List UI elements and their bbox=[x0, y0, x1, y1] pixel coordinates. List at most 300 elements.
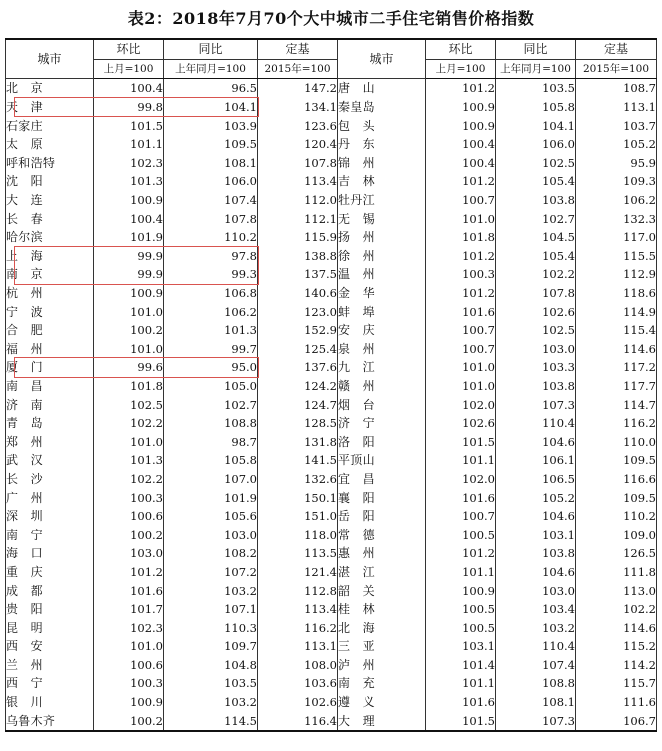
table-row bbox=[6, 563, 657, 582]
city-name-right: 无 锡 bbox=[338, 209, 426, 228]
base-value-left: 112.8 bbox=[258, 581, 338, 600]
city-name-left: 海 口 bbox=[6, 544, 94, 563]
city-name-left: 长 沙 bbox=[6, 470, 94, 489]
base-value-right: 117.7 bbox=[576, 377, 657, 396]
base-value-right: 106.7 bbox=[576, 711, 657, 731]
city-name-left: 济 南 bbox=[6, 395, 94, 414]
city-name-right: 宜 昌 bbox=[338, 470, 426, 489]
subheader-base-left: 2015年=100 bbox=[258, 59, 338, 79]
yoy-value-right: 104.6 bbox=[496, 432, 576, 451]
table-row bbox=[6, 377, 657, 396]
yoy-value-right: 106.5 bbox=[496, 470, 576, 489]
base-value-right: 112.9 bbox=[576, 265, 657, 284]
city-name-left: 沈 阳 bbox=[6, 172, 94, 191]
table-row bbox=[6, 209, 657, 228]
mom-value-right: 100.7 bbox=[426, 507, 496, 526]
mom-value-right: 100.7 bbox=[426, 321, 496, 340]
city-name-right: 牡丹江 bbox=[338, 191, 426, 210]
table-row bbox=[6, 674, 657, 693]
header-row bbox=[6, 39, 657, 59]
subheader-mom-left: 上月=100 bbox=[94, 59, 164, 79]
yoy-value-right: 103.0 bbox=[496, 340, 576, 359]
table-row bbox=[6, 656, 657, 675]
city-name-left: 天 津 bbox=[6, 98, 94, 117]
mom-value-right: 102.0 bbox=[426, 395, 496, 414]
table-row bbox=[6, 321, 657, 340]
base-value-left: 108.0 bbox=[258, 656, 338, 675]
mom-value-left: 99.9 bbox=[94, 247, 164, 266]
base-value-left: 128.5 bbox=[258, 414, 338, 433]
city-name-right: 九 江 bbox=[338, 358, 426, 377]
city-name-right: 唐 山 bbox=[338, 79, 426, 98]
city-name-left: 南 昌 bbox=[6, 377, 94, 396]
base-value-right: 109.3 bbox=[576, 172, 657, 191]
yoy-value-left: 106.0 bbox=[164, 172, 258, 191]
city-name-left: 武 汉 bbox=[6, 451, 94, 470]
yoy-value-left: 106.2 bbox=[164, 302, 258, 321]
yoy-value-right: 106.0 bbox=[496, 135, 576, 154]
city-name-left: 青 岛 bbox=[6, 414, 94, 433]
yoy-value-right: 110.4 bbox=[496, 637, 576, 656]
table-title: 表2：2018年7月70个大中城市二手住宅销售价格指数 bbox=[127, 9, 535, 28]
base-value-right: 111.8 bbox=[576, 563, 657, 582]
mom-value-right: 100.9 bbox=[426, 581, 496, 600]
city-name-right: 吉 林 bbox=[338, 172, 426, 191]
yoy-value-left: 99.3 bbox=[164, 265, 258, 284]
city-name-right: 徐 州 bbox=[338, 247, 426, 266]
city-name-left: 长 春 bbox=[6, 209, 94, 228]
mom-value-left: 101.6 bbox=[94, 581, 164, 600]
mom-value-right: 101.2 bbox=[426, 284, 496, 303]
table-row bbox=[6, 116, 657, 135]
city-name-left: 呼和浩特 bbox=[6, 154, 94, 173]
base-value-left: 113.1 bbox=[258, 637, 338, 656]
mom-value-right: 100.7 bbox=[426, 191, 496, 210]
price-index-table bbox=[5, 38, 657, 732]
yoy-value-left: 109.5 bbox=[164, 135, 258, 154]
base-value-right: 115.2 bbox=[576, 637, 657, 656]
header-base-left: 定基 bbox=[258, 39, 338, 59]
city-name-left: 上 海 bbox=[6, 247, 94, 266]
base-value-right: 95.9 bbox=[576, 154, 657, 173]
mom-value-left: 101.7 bbox=[94, 600, 164, 619]
mom-value-right: 103.1 bbox=[426, 637, 496, 656]
table-row bbox=[6, 358, 657, 377]
mom-value-right: 101.2 bbox=[426, 544, 496, 563]
city-name-left: 石家庄 bbox=[6, 116, 94, 135]
mom-value-right: 101.2 bbox=[426, 247, 496, 266]
city-name-left: 昆 明 bbox=[6, 618, 94, 637]
mom-value-left: 101.9 bbox=[94, 228, 164, 247]
mom-value-right: 100.4 bbox=[426, 154, 496, 173]
base-value-left: 116.2 bbox=[258, 618, 338, 637]
base-value-left: 125.4 bbox=[258, 340, 338, 359]
yoy-value-right: 103.5 bbox=[496, 79, 576, 98]
yoy-value-right: 107.8 bbox=[496, 284, 576, 303]
base-value-left: 131.8 bbox=[258, 432, 338, 451]
table-row bbox=[6, 228, 657, 247]
table-row bbox=[6, 693, 657, 712]
city-name-right: 赣 州 bbox=[338, 377, 426, 396]
base-value-right: 109.0 bbox=[576, 525, 657, 544]
base-value-left: 118.0 bbox=[258, 525, 338, 544]
yoy-value-left: 96.5 bbox=[164, 79, 258, 98]
mom-value-right: 101.0 bbox=[426, 358, 496, 377]
yoy-value-right: 105.4 bbox=[496, 172, 576, 191]
table-row bbox=[6, 432, 657, 451]
base-value-right: 114.6 bbox=[576, 618, 657, 637]
mom-value-right: 100.5 bbox=[426, 525, 496, 544]
mom-value-right: 101.2 bbox=[426, 79, 496, 98]
base-value-right: 105.2 bbox=[576, 135, 657, 154]
city-name-left: 西 安 bbox=[6, 637, 94, 656]
subheader-mom-right: 上月=100 bbox=[426, 59, 496, 79]
mom-value-left: 101.5 bbox=[94, 116, 164, 135]
table-row bbox=[6, 302, 657, 321]
yoy-value-left: 99.7 bbox=[164, 340, 258, 359]
mom-value-left: 102.2 bbox=[94, 414, 164, 433]
city-name-right: 秦皇岛 bbox=[338, 98, 426, 117]
mom-value-right: 101.0 bbox=[426, 209, 496, 228]
mom-value-right: 101.1 bbox=[426, 451, 496, 470]
table-row bbox=[6, 711, 657, 731]
city-name-left: 南 宁 bbox=[6, 525, 94, 544]
mom-value-right: 101.5 bbox=[426, 432, 496, 451]
city-name-right: 包 头 bbox=[338, 116, 426, 135]
base-value-right: 114.2 bbox=[576, 656, 657, 675]
city-name-right: 扬 州 bbox=[338, 228, 426, 247]
city-name-right: 北 海 bbox=[338, 618, 426, 637]
city-name-right: 金 华 bbox=[338, 284, 426, 303]
city-name-right: 泉 州 bbox=[338, 340, 426, 359]
table-row bbox=[6, 98, 657, 117]
yoy-value-right: 105.4 bbox=[496, 247, 576, 266]
base-value-left: 113.4 bbox=[258, 600, 338, 619]
city-name-left: 重 庆 bbox=[6, 563, 94, 582]
base-value-left: 123.6 bbox=[258, 116, 338, 135]
mom-value-right: 101.8 bbox=[426, 228, 496, 247]
base-value-left: 138.8 bbox=[258, 247, 338, 266]
yoy-value-left: 110.2 bbox=[164, 228, 258, 247]
mom-value-right: 100.9 bbox=[426, 98, 496, 117]
yoy-value-left: 108.8 bbox=[164, 414, 258, 433]
subheader-row bbox=[6, 59, 657, 79]
base-value-right: 118.6 bbox=[576, 284, 657, 303]
mom-value-left: 100.9 bbox=[94, 693, 164, 712]
mom-value-left: 101.8 bbox=[94, 377, 164, 396]
yoy-value-right: 105.2 bbox=[496, 488, 576, 507]
mom-value-right: 101.1 bbox=[426, 674, 496, 693]
mom-value-right: 101.0 bbox=[426, 377, 496, 396]
mom-value-right: 102.0 bbox=[426, 470, 496, 489]
header-base-right: 定基 bbox=[576, 39, 657, 59]
base-value-right: 116.2 bbox=[576, 414, 657, 433]
base-value-left: 134.1 bbox=[258, 98, 338, 117]
subheader-yoy-right: 上年同月=100 bbox=[496, 59, 576, 79]
yoy-value-left: 103.0 bbox=[164, 525, 258, 544]
table-row bbox=[6, 581, 657, 600]
base-value-right: 114.9 bbox=[576, 302, 657, 321]
subheader-yoy-left: 上年同月=100 bbox=[164, 59, 258, 79]
base-value-right: 110.0 bbox=[576, 432, 657, 451]
mom-value-left: 100.2 bbox=[94, 525, 164, 544]
mom-value-right: 100.7 bbox=[426, 340, 496, 359]
base-value-left: 124.7 bbox=[258, 395, 338, 414]
mom-value-left: 100.6 bbox=[94, 507, 164, 526]
city-name-right: 蚌 埠 bbox=[338, 302, 426, 321]
mom-value-left: 102.3 bbox=[94, 154, 164, 173]
table-row bbox=[6, 265, 657, 284]
mom-value-left: 101.1 bbox=[94, 135, 164, 154]
yoy-value-left: 104.8 bbox=[164, 656, 258, 675]
city-name-left: 成 都 bbox=[6, 581, 94, 600]
yoy-value-left: 107.1 bbox=[164, 600, 258, 619]
mom-value-right: 101.2 bbox=[426, 172, 496, 191]
base-value-right: 102.2 bbox=[576, 600, 657, 619]
city-name-right: 安 庆 bbox=[338, 321, 426, 340]
yoy-value-left: 103.2 bbox=[164, 581, 258, 600]
yoy-value-left: 105.0 bbox=[164, 377, 258, 396]
mom-value-left: 102.5 bbox=[94, 395, 164, 414]
mom-value-left: 102.2 bbox=[94, 470, 164, 489]
city-name-right: 丹 东 bbox=[338, 135, 426, 154]
base-value-right: 116.6 bbox=[576, 470, 657, 489]
base-value-left: 141.5 bbox=[258, 451, 338, 470]
city-name-left: 西 宁 bbox=[6, 674, 94, 693]
mom-value-right: 101.6 bbox=[426, 693, 496, 712]
base-value-left: 124.2 bbox=[258, 377, 338, 396]
table-row bbox=[6, 395, 657, 414]
city-name-right: 三 亚 bbox=[338, 637, 426, 656]
mom-value-left: 100.3 bbox=[94, 488, 164, 507]
mom-value-right: 100.9 bbox=[426, 116, 496, 135]
yoy-value-right: 108.1 bbox=[496, 693, 576, 712]
table-row bbox=[6, 172, 657, 191]
yoy-value-left: 103.9 bbox=[164, 116, 258, 135]
mom-value-left: 101.3 bbox=[94, 451, 164, 470]
mom-value-left: 100.9 bbox=[94, 284, 164, 303]
city-name-left: 北 京 bbox=[6, 79, 94, 98]
city-name-right: 温 州 bbox=[338, 265, 426, 284]
mom-value-right: 101.5 bbox=[426, 711, 496, 731]
table-body bbox=[6, 79, 657, 731]
yoy-value-left: 97.8 bbox=[164, 247, 258, 266]
table-row bbox=[6, 618, 657, 637]
yoy-value-right: 104.6 bbox=[496, 507, 576, 526]
table-row bbox=[6, 284, 657, 303]
base-value-right: 115.7 bbox=[576, 674, 657, 693]
city-name-left: 杭 州 bbox=[6, 284, 94, 303]
yoy-value-right: 104.1 bbox=[496, 116, 576, 135]
base-value-right: 117.0 bbox=[576, 228, 657, 247]
base-value-left: 116.4 bbox=[258, 711, 338, 731]
mom-value-right: 100.5 bbox=[426, 600, 496, 619]
yoy-value-right: 103.2 bbox=[496, 618, 576, 637]
base-value-left: 137.5 bbox=[258, 265, 338, 284]
base-value-left: 112.1 bbox=[258, 209, 338, 228]
yoy-value-right: 103.1 bbox=[496, 525, 576, 544]
table-row bbox=[6, 154, 657, 173]
header-mom-left: 环比 bbox=[94, 39, 164, 59]
mom-value-left: 100.6 bbox=[94, 656, 164, 675]
mom-value-left: 100.2 bbox=[94, 711, 164, 731]
base-value-right: 110.2 bbox=[576, 507, 657, 526]
yoy-value-left: 95.0 bbox=[164, 358, 258, 377]
base-value-left: 107.8 bbox=[258, 154, 338, 173]
yoy-value-left: 103.5 bbox=[164, 674, 258, 693]
mom-value-left: 101.2 bbox=[94, 563, 164, 582]
table-row bbox=[6, 507, 657, 526]
mom-value-right: 101.6 bbox=[426, 302, 496, 321]
yoy-value-right: 107.3 bbox=[496, 395, 576, 414]
yoy-value-right: 105.8 bbox=[496, 98, 576, 117]
city-name-right: 韶 关 bbox=[338, 581, 426, 600]
mom-value-left: 101.0 bbox=[94, 432, 164, 451]
city-name-right: 烟 台 bbox=[338, 395, 426, 414]
mom-value-left: 99.8 bbox=[94, 98, 164, 117]
mom-value-left: 102.3 bbox=[94, 618, 164, 637]
base-value-right: 108.7 bbox=[576, 79, 657, 98]
base-value-right: 114.7 bbox=[576, 395, 657, 414]
table-row bbox=[6, 247, 657, 266]
base-value-left: 147.2 bbox=[258, 79, 338, 98]
header-mom-right: 环比 bbox=[426, 39, 496, 59]
base-value-left: 137.6 bbox=[258, 358, 338, 377]
city-name-right: 桂 林 bbox=[338, 600, 426, 619]
city-name-right: 岳 阳 bbox=[338, 507, 426, 526]
base-value-left: 121.4 bbox=[258, 563, 338, 582]
mom-value-left: 99.6 bbox=[94, 358, 164, 377]
yoy-value-right: 103.8 bbox=[496, 544, 576, 563]
base-value-right: 115.4 bbox=[576, 321, 657, 340]
yoy-value-right: 108.8 bbox=[496, 674, 576, 693]
base-value-right: 109.5 bbox=[576, 451, 657, 470]
city-name-right: 惠 州 bbox=[338, 544, 426, 563]
yoy-value-left: 106.8 bbox=[164, 284, 258, 303]
city-name-right: 平顶山 bbox=[338, 451, 426, 470]
table-row bbox=[6, 79, 657, 98]
table-row bbox=[6, 544, 657, 563]
base-value-left: 123.0 bbox=[258, 302, 338, 321]
base-value-right: 126.5 bbox=[576, 544, 657, 563]
city-name-right: 遵 义 bbox=[338, 693, 426, 712]
yoy-value-left: 101.9 bbox=[164, 488, 258, 507]
city-name-left: 宁 波 bbox=[6, 302, 94, 321]
mom-value-right: 100.3 bbox=[426, 265, 496, 284]
yoy-value-right: 103.4 bbox=[496, 600, 576, 619]
table-row bbox=[6, 600, 657, 619]
mom-value-left: 99.9 bbox=[94, 265, 164, 284]
city-name-left: 兰 州 bbox=[6, 656, 94, 675]
city-name-right: 泸 州 bbox=[338, 656, 426, 675]
yoy-value-right: 102.2 bbox=[496, 265, 576, 284]
city-name-left: 广 州 bbox=[6, 488, 94, 507]
yoy-value-left: 105.8 bbox=[164, 451, 258, 470]
mom-value-left: 100.3 bbox=[94, 674, 164, 693]
yoy-value-right: 103.8 bbox=[496, 377, 576, 396]
yoy-value-left: 103.2 bbox=[164, 693, 258, 712]
base-value-left: 152.9 bbox=[258, 321, 338, 340]
yoy-value-left: 108.2 bbox=[164, 544, 258, 563]
yoy-value-left: 114.5 bbox=[164, 711, 258, 731]
base-value-right: 106.2 bbox=[576, 191, 657, 210]
table-row bbox=[6, 191, 657, 210]
mom-value-right: 101.1 bbox=[426, 563, 496, 582]
yoy-value-right: 110.4 bbox=[496, 414, 576, 433]
city-name-left: 郑 州 bbox=[6, 432, 94, 451]
base-value-left: 150.1 bbox=[258, 488, 338, 507]
city-name-left: 乌鲁木齐 bbox=[6, 711, 94, 731]
city-name-left: 厦 门 bbox=[6, 358, 94, 377]
base-value-left: 113.5 bbox=[258, 544, 338, 563]
header-city-left: 城市 bbox=[6, 39, 94, 79]
yoy-value-left: 107.2 bbox=[164, 563, 258, 582]
base-value-right: 117.2 bbox=[576, 358, 657, 377]
mom-value-right: 101.6 bbox=[426, 488, 496, 507]
city-name-left: 贵 阳 bbox=[6, 600, 94, 619]
yoy-value-left: 102.7 bbox=[164, 395, 258, 414]
yoy-value-right: 103.8 bbox=[496, 191, 576, 210]
yoy-value-right: 104.5 bbox=[496, 228, 576, 247]
base-value-left: 151.0 bbox=[258, 507, 338, 526]
table-row bbox=[6, 451, 657, 470]
city-name-left: 太 原 bbox=[6, 135, 94, 154]
city-name-right: 济 宁 bbox=[338, 414, 426, 433]
table-row bbox=[6, 414, 657, 433]
yoy-value-left: 107.4 bbox=[164, 191, 258, 210]
yoy-value-right: 106.1 bbox=[496, 451, 576, 470]
mom-value-right: 101.4 bbox=[426, 656, 496, 675]
base-value-right: 113.1 bbox=[576, 98, 657, 117]
yoy-value-right: 102.7 bbox=[496, 209, 576, 228]
base-value-left: 113.4 bbox=[258, 172, 338, 191]
mom-value-left: 101.3 bbox=[94, 172, 164, 191]
base-value-left: 112.0 bbox=[258, 191, 338, 210]
base-value-right: 103.7 bbox=[576, 116, 657, 135]
yoy-value-left: 107.0 bbox=[164, 470, 258, 489]
header-yoy-left: 同比 bbox=[164, 39, 258, 59]
base-value-left: 103.6 bbox=[258, 674, 338, 693]
yoy-value-right: 104.6 bbox=[496, 563, 576, 582]
city-name-right: 锦 州 bbox=[338, 154, 426, 173]
yoy-value-right: 102.5 bbox=[496, 321, 576, 340]
mom-value-left: 100.9 bbox=[94, 191, 164, 210]
base-value-left: 120.4 bbox=[258, 135, 338, 154]
yoy-value-left: 108.1 bbox=[164, 154, 258, 173]
base-value-right: 111.6 bbox=[576, 693, 657, 712]
base-value-right: 113.0 bbox=[576, 581, 657, 600]
mom-value-left: 100.2 bbox=[94, 321, 164, 340]
yoy-value-right: 107.4 bbox=[496, 656, 576, 675]
city-name-left: 深 圳 bbox=[6, 507, 94, 526]
header-city-right: 城市 bbox=[338, 39, 426, 79]
city-name-left: 大 连 bbox=[6, 191, 94, 210]
table-row bbox=[6, 340, 657, 359]
yoy-value-left: 105.6 bbox=[164, 507, 258, 526]
base-value-right: 109.5 bbox=[576, 488, 657, 507]
city-name-left: 南 京 bbox=[6, 265, 94, 284]
yoy-value-right: 102.6 bbox=[496, 302, 576, 321]
mom-value-left: 100.4 bbox=[94, 209, 164, 228]
mom-value-right: 102.6 bbox=[426, 414, 496, 433]
base-value-right: 114.6 bbox=[576, 340, 657, 359]
base-value-left: 102.6 bbox=[258, 693, 338, 712]
city-name-left: 哈尔滨 bbox=[6, 228, 94, 247]
mom-value-right: 100.4 bbox=[426, 135, 496, 154]
table-row bbox=[6, 525, 657, 544]
city-name-right: 南 充 bbox=[338, 674, 426, 693]
base-value-left: 115.9 bbox=[258, 228, 338, 247]
